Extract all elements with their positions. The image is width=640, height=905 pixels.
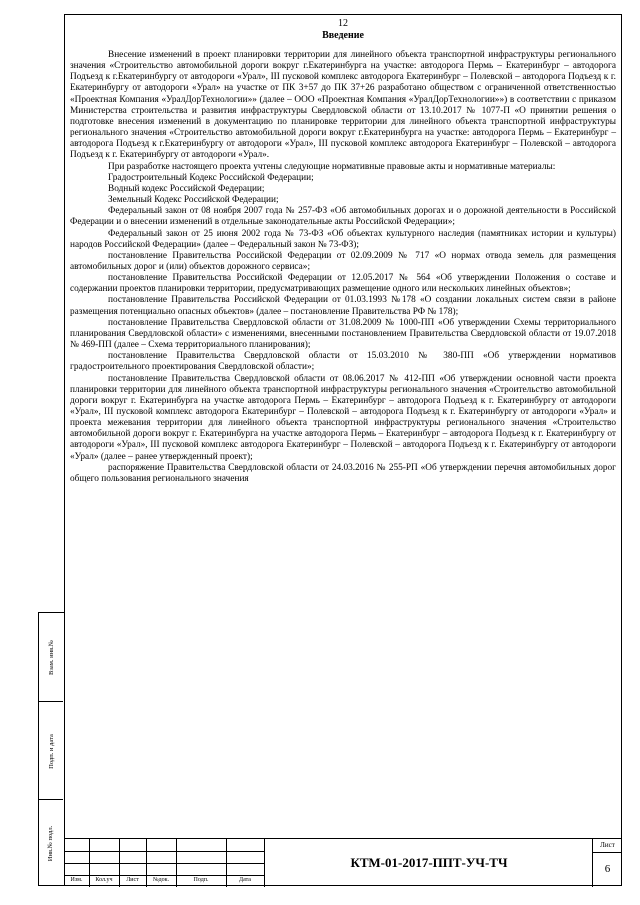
paragraph: постановление Правительства Свердловской области от 08.06.2017 № 412-ПП «Об утверждении основной части проекта планировки территории для линейного объекта транспортной инфраструктуры регионального значения «Строительство автомобильной дороги вокруг г. Екатеринбурга на участке автодорога Пермь – Екатеринбург – автодорога Подъезд к г. Екатеринбургу от автодороги «Урал», III пусковой комплекс автодорога Екатеринбург – Полевской – автодорога Подъезд к г. Екатеринбургу от автодороги «Урал» и проекта межевания территории для линейного объекта транспортной инфраструктуры регионального значения «Строительство автомобильной дороги вокруг г. Екатеринбурга на участке автодорога Пермь – Екатеринбург – автодорога Подъезд к г. Екатеринбургу от автодороги «Урал», III пусковой комплекс автодорога Екатеринбург – Полевской – автодорога Подъезд к г. Екатеринбургу от автодороги «Урал» (далее – ранее утвержденный проект); [70, 373, 616, 462]
paragraph: Федеральный закон от 25 июня 2002 года № 73-ФЗ «Об объектах культурного наследия (памятниках истории и культуры) народов Российской Федерации» (далее – Федеральный закон № 73-ФЗ); [70, 228, 616, 250]
stamp-label-list: Лист [126, 877, 139, 883]
stamp-label-izm: Изм. [70, 877, 83, 883]
stamp-label-podp: Подп. [193, 877, 209, 883]
paragraph: постановление Правительства Российской Федерации от 01.03.1993 №178 «О создании локальных систем связи в районе размещения потенциально опасных объектов» (далее – постановление Правительства РФ № 178); [70, 295, 616, 317]
grid-line [64, 863, 264, 864]
paragraph: постановление Правительства Российской Федерации от 02.09.2009 № 717 «О нормах отвода земель для размещения автомобильных дорог и (или) объектов дорожного сервиса»; [70, 250, 616, 272]
sheet-label: Лист [593, 839, 622, 853]
paragraph: Федеральный закон от 08 ноября 2007 года № 257-ФЗ «Об автомобильных дорогах и о дорожной деятельности в Российской Федерации и о внесении изменений в отдельные законодательные акты Российской Федерации»; [70, 206, 616, 228]
side-label-podp: Подп. и дата [47, 733, 55, 769]
side-cell-podp [39, 701, 63, 800]
side-label-inv: Инв.№ подл. [47, 825, 55, 861]
stamp-label-koluch: Кол.уч [95, 877, 113, 883]
paragraph: При разработке настоящего проекта учтены следующие нормативные правовые акты и нормативные материалы: [108, 161, 556, 172]
grid-line [64, 875, 264, 876]
paragraph: постановление Правительства Российской Федерации от 12.05.2017 № 564 «Об утверждении Положения о составе и содержании проектов планировки территории, предусматривающих размещение одного или нескольких линейных объектов»; [70, 273, 616, 295]
paragraph: Земельный Кодекс Российской Федерации; [108, 195, 279, 206]
grid-line [64, 851, 264, 852]
document-body [70, 18, 616, 485]
paragraph: распоряжение Правительства Свердловской области от 24.03.2016 № 255-РП «Об утверждении перечня автомобильных дорог общего пользования регионального значения [70, 462, 616, 484]
side-cell-vzam [39, 613, 63, 701]
title-block-grid [64, 839, 264, 887]
paragraph: Водный кодекс Российской Федерации; [108, 183, 265, 194]
sheet-number: 6 [604, 863, 611, 875]
side-label-vzam: Взам. инв.№ [47, 639, 55, 675]
paragraph: Градостроительный Кодекс Российской Федерации; [108, 172, 314, 183]
document-code: КТМ-01-2017-ППТ-УЧ-ТЧ [264, 839, 593, 887]
section-title: Введение [322, 30, 364, 41]
sheet-box [592, 839, 622, 887]
paragraph: постановление Правительства Свердловской области от 15.03.2010 № 380-ПП «Об утверждении нормативов градостроительного проектирования Свердловской области»; [70, 351, 616, 373]
side-stamp [38, 612, 64, 886]
stamp-label-data: Дата [239, 877, 251, 883]
page-number: 12 [338, 18, 348, 29]
title-block [64, 838, 622, 886]
side-cell-inv [39, 799, 63, 886]
paragraph: постановление Правительства Свердловской области от 31.08.2009 № 1000-ПП «Об утверждении Схемы территориального планирования Свердловской области» с изменениями, внесенными постановлением Правительства Свердловской области от 19.07.2018 № 469-ПП (далее – Схема территориального планирования); [70, 317, 616, 351]
stamp-label-ndok: №док. [152, 877, 170, 883]
paragraph: Внесение изменений в проект планировки территории для линейного объекта транспортной инфраструктуры регионального значения «Строительство автомобильной дороги вокруг г.Екатеринбурга на участке: автодорога Пермь – Екатеринбург – автодорога Подъезд к г.Екатеринбургу от автодороги «Урал», III пусковой комплекс автодорога Екатеринбург – Полевской – автодорога Подъезд к г. Екатеринбургу от автодороги «Урал» на участке от ПК 3+57 до ПК 37+26 разработано обществом с ограниченной ответственностью «Проектная Компания «УралДорТехнологии»» (далее – ООО «Проектная Компания «УралДорТехнологии»») в соответствии с приказом Министерства строительства и развития инфраструктуры Свердловской области от 13.10.2017 № 1077-П «О принятии решения о подготовке внесения изменений в документацию по планировке территории для линейного объекта транспортной инфраструктуры регионального значения «Строительство автомобильной дороги вокруг г.Екатеринбурга на участке: автодорога Пермь – Екатеринбург – автодорога Подъезд к г.Екатеринбургу от автодороги «Урал», III пусковой комплекс автодорога Екатеринбург – Полевской – автодорога Подъезд к г. Екатеринбургу от автодороги «Урал». [70, 50, 616, 161]
